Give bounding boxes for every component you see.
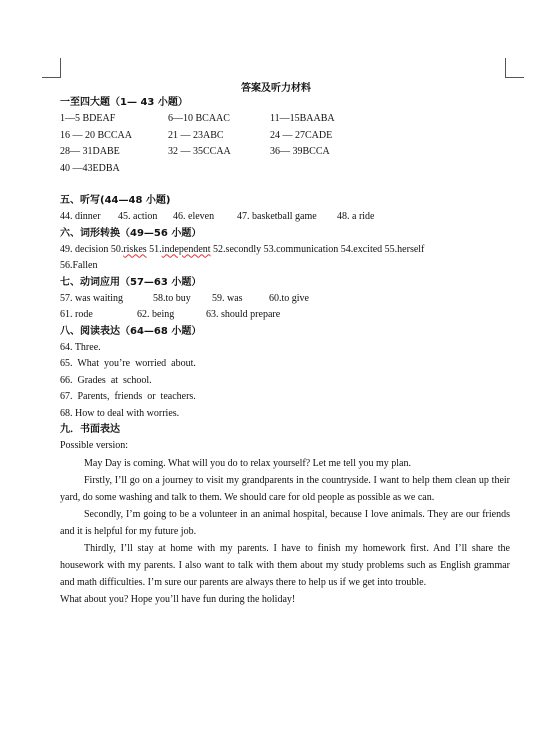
answer-text: 52.secondly 53.communication 54.excited 55.herself bbox=[210, 243, 425, 255]
answer-item: 46. eleven bbox=[173, 211, 215, 222]
answer-row bbox=[60, 111, 510, 128]
reading-answer: 66. Grades at school. bbox=[60, 374, 152, 386]
answer-item: 63. should prepare bbox=[206, 309, 281, 320]
answer-item: 60.to give bbox=[269, 292, 309, 304]
possible-version-label: Possible version: bbox=[60, 440, 129, 451]
answer-item: 58.to buy bbox=[153, 292, 191, 304]
verb-answers-row bbox=[60, 307, 510, 324]
answer-item: 59. was bbox=[212, 292, 243, 304]
section-9-heading: 九．书面表达 bbox=[60, 424, 120, 435]
dictation-answers bbox=[60, 209, 510, 226]
answer-group: 28— 31DABE bbox=[60, 146, 120, 157]
underlined-word: independent bbox=[161, 243, 211, 255]
answer-group: 32 — 35CCAA bbox=[168, 146, 231, 157]
essay-paragraph: Firstly, I’ll go on a journey to visit my grandparents in the countryside. I want to help them clean up their yard, do some washing and talk to them. We should care for old people as possible as we can. bbox=[60, 474, 510, 503]
essay-closing: What about you? Hope you’ll have fun during the holiday! bbox=[60, 593, 296, 605]
page-title: 答案及听力材料 bbox=[241, 83, 311, 94]
misspelled-word: riskes bbox=[123, 243, 147, 255]
answer-group: 6—10 BCAAC bbox=[168, 113, 230, 124]
verb-answers-row bbox=[60, 291, 510, 308]
crop-mark-top-right-horizontal bbox=[505, 77, 524, 78]
section-6-heading: 六、词形转换（49—56 小题） bbox=[60, 227, 202, 239]
answer-item: 45. action bbox=[118, 211, 158, 222]
answer-text: 49. decision 50. bbox=[60, 243, 124, 255]
answer-row bbox=[60, 161, 510, 178]
essay-paragraph: Secondly, I’m going to be a volunteer in an animal hospital, because I love animals. They are our friends and it is helpful for my future job. bbox=[60, 508, 510, 537]
crop-mark-top-right-vertical bbox=[505, 58, 506, 78]
answer-group: 24 — 27CADE bbox=[270, 129, 333, 141]
answer-item: 62. being bbox=[137, 309, 175, 320]
reading-answer: 68. How to deal with worries. bbox=[60, 407, 180, 419]
answer-group: 21 — 23ABC bbox=[168, 129, 224, 141]
answer-text: 51. bbox=[146, 243, 162, 255]
answer-group: 11—15BAABA bbox=[270, 113, 335, 124]
crop-mark-top-left-vertical bbox=[60, 58, 61, 78]
answer-group: 1—5 BDEAF bbox=[60, 113, 116, 124]
answer-row bbox=[60, 144, 510, 161]
crop-mark-top-left-horizontal bbox=[42, 77, 61, 78]
answer-item: 61. rode bbox=[60, 309, 93, 320]
word-form-answers-cont: 56.Fallen bbox=[60, 260, 98, 271]
answer-group: 36— 39BCCA bbox=[270, 146, 330, 157]
section-1-4-heading: 一至四大题（1— 43 小题） bbox=[60, 97, 188, 108]
essay-paragraph: Thirdly, I’ll stay at home with my parents. I have to finish my homework first. And I’ll share the housework with my parents. I also want to talk with them about my study problems such as English grammar and math difficulties. I’m sure our parents are always there to help us if we get into trouble. bbox=[60, 542, 510, 588]
answer-group: 16 — 20 BCCAA bbox=[60, 129, 132, 141]
word-form-answers bbox=[60, 242, 510, 259]
answer-row bbox=[60, 128, 510, 145]
essay-paragraph: May Day is coming. What will you do to relax yourself? Let me tell you my plan. bbox=[84, 457, 411, 469]
answer-item: 47. basketball game bbox=[237, 211, 317, 222]
reading-answer: 65. What you’re worried about. bbox=[60, 358, 196, 369]
reading-answer: 67. Parents, friends or teachers. bbox=[60, 391, 196, 402]
reading-answer: 64. Three. bbox=[60, 341, 101, 353]
answer-group: 40 —43EDBA bbox=[60, 162, 120, 174]
answer-content bbox=[60, 95, 510, 608]
answer-item: 57. was waiting bbox=[60, 292, 124, 304]
section-8-heading: 八、阅读表达（64—68 小题） bbox=[60, 325, 202, 337]
answer-item: 44. dinner bbox=[60, 211, 101, 222]
answer-item: 48. a ride bbox=[337, 211, 375, 222]
section-7-heading: 七、动词应用（57—63 小题） bbox=[60, 276, 202, 288]
section-5-heading: 五、听写(44—48 小题) bbox=[60, 195, 171, 206]
